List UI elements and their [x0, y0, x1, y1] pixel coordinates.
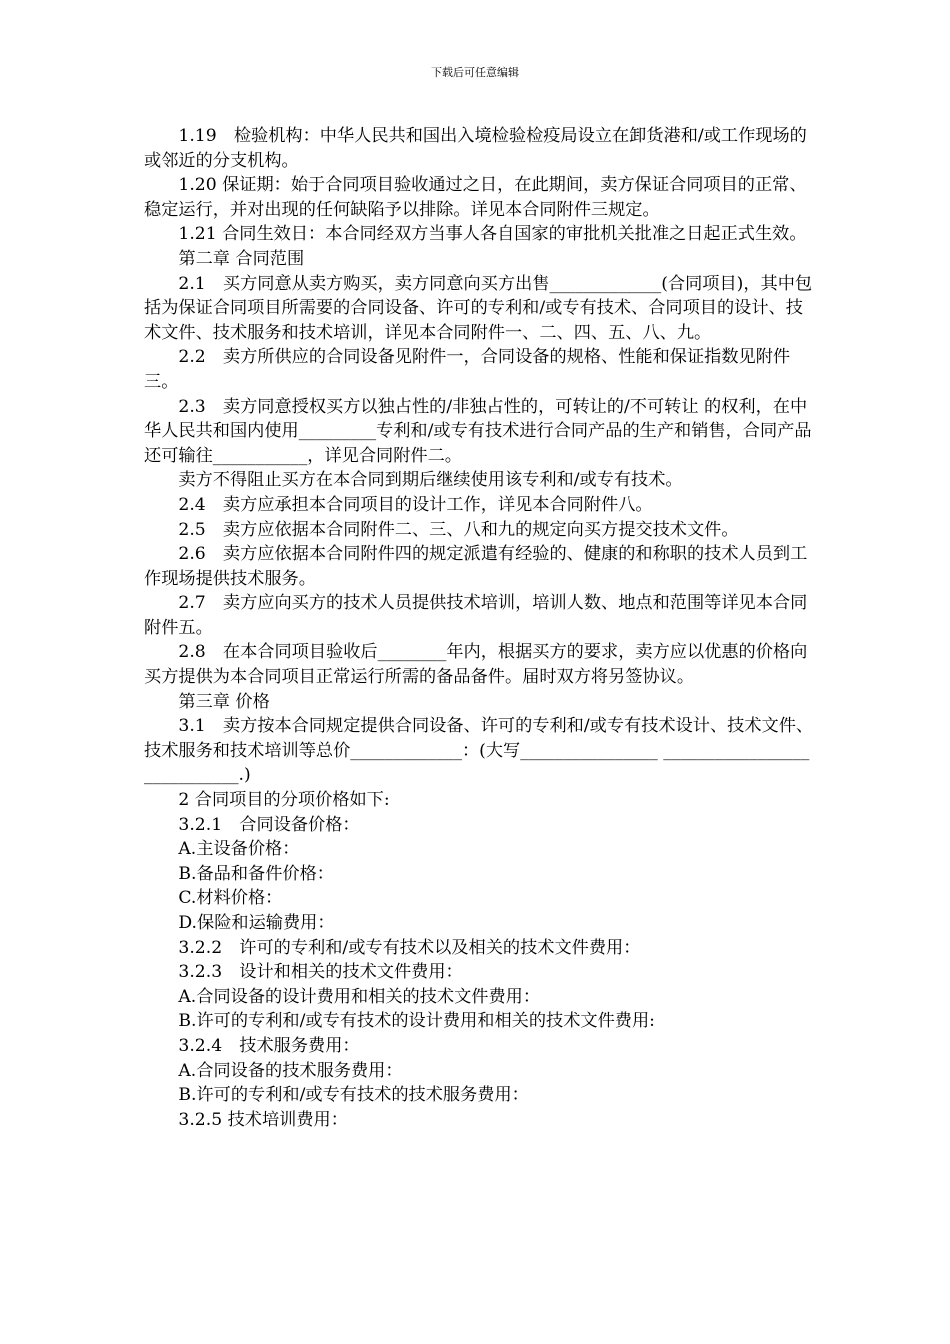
document-body — [144, 124, 816, 1132]
clause-3-2-1: 3.2.1 合同设备价格： — [178, 814, 360, 835]
clause-3-1: 3.1 卖方按本合同规定提供合同设备、许可的专利和/或专有技术设计、技术文件、技术服务和技术培训等总价_____________：(大写________________ ____________________________.) — [144, 716, 814, 786]
chapter-2-heading: 第二章 合同范围 — [178, 248, 305, 269]
clause-3-2-1-c: C.材料价格： — [178, 888, 283, 909]
clause-3-2-1-b: B.备品和备件价格： — [178, 863, 334, 884]
clause-2-8: 2.8 在本合同项目验收后________年内，根据买方的要求，卖方应以优惠的价格向买方提供为本合同项目正常运行所需的备品备件。届时双方将另签协议。 — [144, 642, 808, 688]
clause-2-3-note: 卖方不得阻止买方在本合同到期后继续使用该专利和/或专有技术。 — [178, 470, 683, 491]
clause-3-2-3-a: A.合同设备的设计费用和相关的技术文件费用： — [178, 986, 541, 1007]
clause-3-2-1-d: D.保险和运输费用： — [178, 913, 335, 933]
clause-2-6: 2.6 卖方应依据本合同附件四的规定派遣有经验的、健康的和称职的技术人员到工作现场提供技术服务。 — [144, 544, 808, 589]
clause-3-2-4-a: A.合同设备的技术服务费用： — [178, 1060, 403, 1081]
clause-2-3: 2.3 卖方同意授权买方以独占性的/非独占性的，可转让的/不可转让 的权利，在中华人民共和国内使用_________专利和/或专有技术进行合同产品的生产和销售，合同产品还可输往___________，详见合同附件二。 — [144, 396, 812, 466]
chapter-3-heading: 第三章 价格 — [178, 691, 270, 712]
clause-2-4: 2.4 卖方应承担本合同项目的设计工作，详见本合同附件八。 — [178, 494, 653, 515]
clause-1-19: 1.19 检验机构：中华人民共和国出入境检验检疫局设立在卸货港和/或工作现场的或邻近的分支机构。 — [144, 126, 807, 171]
clause-1-21: 1.21 合同生效日：本合同经双方当事人各自国家的审批机关批准之日起正式生效。 — [178, 224, 807, 245]
clause-2-2: 2.2 卖方所供应的合同设备见附件一，合同设备的规格、性能和保证指数见附件三。 — [144, 347, 791, 392]
clause-3-2-4: 3.2.4 技术服务费用： — [178, 1035, 360, 1056]
clause-1-20: 1.20 保证期：始于合同项目验收通过之日，在此期间，卖方保证合同项目的正常、稳定运行，并对出现的任何缺陷予以排除。详见本合同附件三规定。 — [144, 175, 807, 220]
clause-2-1: 2.1 买方同意从卖方购买，卖方同意向买方出售_____________(合同项目)，其中包括为保证合同项目所需要的合同设备、许可的专利和/或专有技术、合同项目的设计、技术文件、技术服务和技术培训，详见本合同附件一、二、四、五、八、九。 — [144, 273, 813, 343]
clause-3-2-1-a: A.主设备价格： — [178, 839, 300, 860]
clause-3-2-5: 3.2.5 技术培训费用： — [178, 1109, 348, 1130]
clause-3-2-4-b: B.许可的专利和/或专有技术的技术服务费用： — [178, 1085, 529, 1106]
clause-3-2-3-b: B.许可的专利和/或专有技术的设计费用和相关的技术文件费用: — [178, 1011, 655, 1032]
clause-2-5: 2.5 卖方应依据本合同附件二、三、八和九的规定向买方提交技术文件。 — [178, 519, 739, 540]
clause-3-2: 2 合同项目的分项价格如下: — [178, 790, 390, 811]
clause-3-2-2: 3.2.2 许可的专利和/或专有技术以及相关的技术文件费用： — [178, 937, 641, 958]
page-header: 下载后可任意编辑 — [431, 66, 519, 79]
clause-3-2-3: 3.2.3 设计和相关的技术文件费用： — [178, 962, 463, 983]
clause-2-7: 2.7 卖方应向买方的技术人员提供技术培训，培训人数、地点和范围等详见本合同附件五。 — [144, 593, 808, 638]
